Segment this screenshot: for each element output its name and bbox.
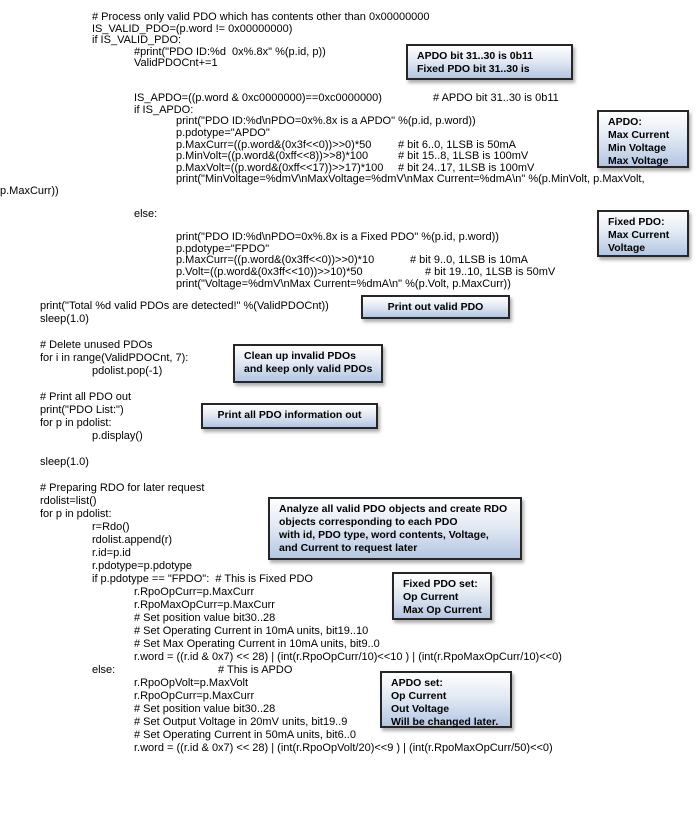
code-line — [0, 173, 700, 185]
code-comment: # bit 24..17, 1LSB is 100mV — [398, 161, 535, 174]
code-line — [0, 34, 700, 46]
code-line — [0, 638, 700, 651]
callout-text-line: Out Voltage — [391, 703, 450, 715]
code-line — [0, 243, 700, 255]
code-line — [0, 278, 700, 290]
code-blank-line — [0, 469, 700, 482]
callout-text-line: and Current to request later — [279, 542, 418, 554]
code-text: r.pdotype=p.pdotype — [92, 560, 192, 572]
code-text: for p in pdolist: — [40, 508, 112, 520]
callout-text-line: Op Current — [391, 690, 447, 702]
code-text: p.pdotype="APDO" — [176, 126, 270, 139]
code-text: r.RpoMaxOpCurr=p.MaxCurr — [134, 599, 275, 611]
callout-text-line: Max Current — [608, 229, 670, 241]
callout-analyze-rdo-note — [268, 497, 522, 560]
code-line — [0, 23, 700, 35]
code-text: else: — [134, 208, 158, 221]
code-line — [0, 104, 700, 116]
code-line — [0, 231, 700, 243]
callout-text-line: Op Current — [403, 591, 459, 603]
callout-cleanup-note — [233, 344, 383, 383]
code-text: pdolist.pop(-1) — [92, 365, 163, 377]
code-line — [0, 300, 700, 313]
code-line — [0, 482, 700, 495]
code-line — [0, 716, 700, 729]
callout-text-line: APDO: — [608, 116, 642, 128]
callout-text-line: Max Current — [608, 129, 670, 141]
code-line — [0, 254, 700, 266]
code-text: print("PDO ID:%d\nPDO=0x%.8x is a APDO" %(p.id, p.word)) — [176, 115, 476, 128]
callout-text-line: Analyze all valid PDO objects and create RDO — [279, 503, 508, 515]
callout-text-line: Min Voltage — [608, 142, 667, 154]
code-text: # Set Output Voltage in 20mV units, bit19..9 — [134, 716, 348, 728]
code-line — [0, 677, 700, 690]
code-text: if p.pdotype == "FPDO": # This is Fixed PDO — [92, 573, 313, 585]
code-text: for i in range(ValidPDOCnt, 7): — [40, 352, 189, 364]
code-comment: # bit 15..8, 1LSB is 100mV — [398, 150, 529, 163]
callout-apdo-set-note — [380, 671, 512, 728]
code-text: ValidPDOCnt+=1 — [134, 57, 218, 70]
code-line — [0, 266, 700, 278]
code-text: r.RpoOpCurr=p.MaxCurr — [134, 586, 255, 598]
code-comment: # bit 6..0, 1LSB is 50mA — [398, 138, 517, 151]
code-blank-line — [0, 197, 700, 209]
code-text: # Delete unused PDOs — [40, 339, 153, 351]
callout-text-line: Print out valid PDO — [387, 301, 484, 313]
code-comment: # APDO bit 31..30 is 0b11 — [433, 92, 559, 105]
callout-apdo-fixed-bits-note — [406, 44, 573, 80]
code-text: IS_APDO=((p.word & 0xc0000000)==0xc0000000) — [134, 92, 382, 105]
code-line — [0, 664, 700, 677]
code-text: p.MaxVolt=((p.word&(0xff<<17))>>17)*100 — [176, 161, 384, 174]
callout-print-all-note — [201, 403, 378, 429]
code-text: print("PDO List:") — [40, 404, 124, 416]
code-blank-line — [0, 81, 700, 93]
code-text: p.MaxCurr=((p.word&(0x3f<<0))>>0)*50 — [176, 138, 372, 151]
code-text: r.RpoOpCurr=p.MaxCurr — [134, 690, 255, 702]
callout-text-line: Max Op Current — [403, 604, 482, 616]
callout-text-line: Clean up invalid PDOs — [244, 350, 357, 362]
code-text: #print("PDO ID:%d 0x%.8x" %(p.id, p)) — [134, 45, 326, 58]
code-text: print("PDO ID:%d\nPDO=0x%.8x is a Fixed PDO" %(p.id, p.word)) — [176, 231, 499, 244]
code-text: r.word = ((r.id & 0x7) << 28) | (int(r.RpoOpCurr/10)<<10 ) | (int(r.RpoMaxOpCurr/10)<<0) — [134, 651, 562, 663]
code-text: print("MinVoltage=%dmV\nMaxVoltage=%dmV\nMax Current=%dmA\n" %(p.MinVolt, p.MaxVolt, — [176, 173, 645, 186]
code-line — [0, 742, 700, 755]
code-line — [0, 46, 700, 58]
code-text: p.pdotype="FPDO" — [176, 242, 270, 255]
code-text: r.RpoOpVolt=p.MaxVolt — [134, 677, 249, 689]
code-text: IS_VALID_PDO=(p.word != 0x00000000) — [92, 22, 293, 35]
pdo-parse-section — [0, 11, 700, 289]
code-blank-line — [0, 443, 700, 456]
code-text: sleep(1.0) — [40, 313, 89, 325]
callout-text-line: with id, PDO type, word contents, Voltage, — [279, 529, 489, 541]
code-line — [0, 625, 700, 638]
code-line — [0, 430, 700, 443]
callout-print-valid-pdo-note — [361, 295, 510, 319]
code-line — [0, 162, 700, 174]
code-text: else: — [92, 664, 116, 676]
code-line — [0, 57, 700, 69]
code-line — [0, 139, 700, 151]
callout-text-line: Fixed PDO set: — [403, 578, 478, 590]
code-text: p.MaxCurr=((p.word&(0x3ff<<0))>>0)*10 — [176, 254, 375, 267]
code-text: rdolist=list() — [40, 495, 97, 507]
callout-text-line: and keep only valid PDOs — [244, 363, 373, 375]
code-text: # Set position value bit30..28 — [134, 612, 276, 624]
callout-text-line: Fixed PDO bit 31..30 is — [417, 63, 530, 75]
code-line — [0, 586, 700, 599]
callout-fixed-pdo-set-note — [392, 572, 492, 620]
callout-text-line: Will be changed later. — [391, 716, 499, 728]
code-text: # Print all PDO out — [40, 391, 132, 403]
code-text: # Set Max Operating Current in 10mA units, bit9..0 — [134, 638, 380, 650]
callout-text-line: APDO bit 31..30 is 0b11 — [417, 50, 534, 62]
code-text: sleep(1.0) — [40, 456, 89, 468]
code-text: # Set Operating Current in 50mA units, bit6..0 — [134, 729, 356, 741]
code-text: for p in pdolist: — [40, 417, 112, 429]
code-text: # Set position value bit30..28 — [134, 703, 276, 715]
code-text: if IS_APDO: — [134, 103, 194, 116]
code-line — [0, 573, 700, 586]
code-text: rdolist.append(r) — [92, 534, 173, 546]
code-line — [0, 92, 700, 104]
code-text: p.Volt=((p.word&(0x3ff<<10))>>10)*50 — [176, 266, 363, 279]
code-line — [0, 11, 700, 23]
callout-text-line: objects corresponding to each PDO — [279, 516, 458, 528]
callout-apdo-fields-note — [597, 110, 689, 168]
code-line — [0, 313, 700, 326]
code-line — [0, 456, 700, 469]
code-line — [0, 690, 700, 703]
callout-text-line: APDO set: — [391, 677, 443, 689]
code-line — [0, 651, 700, 664]
code-text: print("Voltage=%dmV\nMax Current=%dmA\n" %(p.Volt, p.MaxCurr)) — [176, 277, 511, 290]
code-text: # Set Operating Current in 10mA units, bit19..10 — [134, 625, 369, 637]
code-text: p.MinVolt=((p.word&(0xff<<8))>>8)*100 — [176, 150, 369, 163]
code-text: r.id=p.id — [92, 547, 131, 559]
code-line — [0, 185, 700, 197]
code-text: r=Rdo() — [92, 521, 130, 533]
code-line — [0, 560, 700, 573]
code-line — [0, 612, 700, 625]
code-line — [0, 115, 700, 127]
code-line — [0, 208, 700, 220]
code-blank-line — [0, 220, 700, 232]
code-text: p.MaxCurr)) — [0, 184, 59, 197]
callout-text-line: Fixed PDO: — [608, 216, 665, 228]
code-blank-line — [0, 326, 700, 339]
code-text: # Preparing RDO for later request — [40, 482, 205, 494]
code-text: print("Total %d valid PDOs are detected!" %(ValidPDOCnt)) — [40, 300, 329, 312]
callout-text-line: Voltage — [608, 242, 646, 254]
code-line — [0, 729, 700, 742]
code-text: # Process only valid PDO which has contents other than 0x00000000 — [92, 11, 430, 23]
code-text: r.word = ((r.id & 0x7) << 28) | (int(r.RpoOpVolt/20)<<9 ) | (int(r.RpoMaxOpCurr/50)<<0) — [134, 742, 553, 754]
callout-text-line: Print all PDO information out — [217, 409, 362, 421]
code-text: p.display() — [92, 430, 143, 442]
callout-fixed-pdo-fields-note — [597, 210, 689, 257]
code-text: if IS_VALID_PDO: — [92, 34, 182, 47]
code-comment: # bit 9..0, 1LSB is 10mA — [410, 254, 529, 267]
code-line — [0, 127, 700, 139]
code-blank-line — [0, 69, 700, 81]
code-line — [0, 599, 700, 612]
code-comment: # This is APDO — [218, 664, 293, 676]
code-line — [0, 150, 700, 162]
callout-text-line: Max Voltage — [608, 155, 669, 167]
code-comment: # bit 19..10, 1LSB is 50mV — [425, 266, 556, 279]
code-line — [0, 703, 700, 716]
